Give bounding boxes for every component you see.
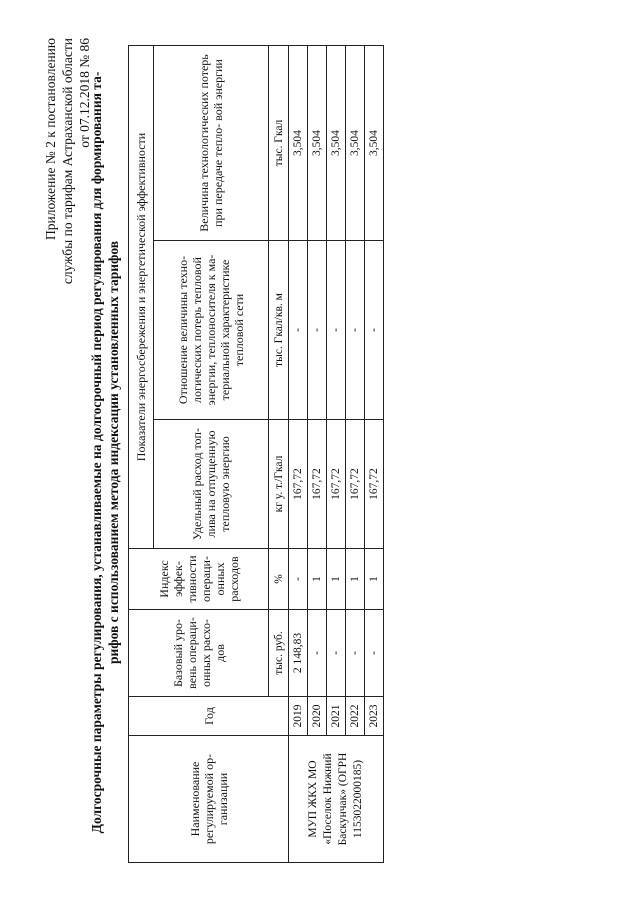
cell-year: 2022 (346, 697, 365, 736)
cell-efficiency-index: 1 (308, 549, 327, 610)
cell-technological-losses: 3,504 (289, 46, 308, 241)
table-row (289, 46, 308, 863)
cell-loss-ratio: - (327, 241, 346, 420)
appendix-header (42, 38, 93, 418)
table-header-row-1 (129, 46, 154, 863)
parameters-table (128, 45, 384, 863)
cell-efficiency-index: 1 (346, 549, 365, 610)
header-technological-losses: Величина технологических потерь при передаче тепло- вой энергии (154, 46, 269, 241)
appendix-line-2: службы по тарифам Астраханской области (60, 38, 75, 285)
cell-base-level: 2 148,83 (289, 610, 308, 697)
unit-technological-losses: тыс. Гкал (269, 46, 289, 241)
cell-year: 2021 (327, 697, 346, 736)
header-year: Год (129, 697, 289, 736)
cell-fuel-consumption: 167,72 (327, 420, 346, 549)
unit-efficiency-index: % (269, 549, 289, 610)
cell-fuel-consumption: 167,72 (346, 420, 365, 549)
cell-efficiency-index: - (289, 549, 308, 610)
cell-loss-ratio: - (346, 241, 365, 420)
cell-fuel-consumption: 167,72 (289, 420, 308, 549)
header-base-level: Базовый уро- вень операци- онных расхо- дов (129, 610, 269, 697)
organization-name: МУП ЖКХ МО «Поселок Нижний Баскунчак» (ОГРН 1153022000185) (289, 736, 384, 863)
header-loss-ratio: Отношение величины техно- логических потерь тепловой энергии, теплоносителя к ма- териальной характеристике тепловой сети (154, 241, 269, 420)
appendix-line-1: Приложение № 2 к постановлению (43, 38, 58, 240)
cell-technological-losses: 3,504 (346, 46, 365, 241)
header-energy-indicators: Показатели энергосбережения и энергетической эффективности (129, 46, 154, 549)
cell-efficiency-index: 1 (365, 549, 384, 610)
cell-base-level: - (327, 610, 346, 697)
appendix-line-3: от 07.12.2018 № 86 (77, 38, 92, 148)
cell-loss-ratio: - (289, 241, 308, 420)
title-line-1: Долгосрочные параметры регулирования, устанавливаемые на долгосрочный период регулирования для формирования та- (89, 71, 104, 834)
header-organization: Наименование регулируемой ор- ганизации (129, 736, 289, 863)
header-efficiency-index: Индекс эффек- тивности операци- онных расходов (129, 549, 269, 610)
cell-technological-losses: 3,504 (365, 46, 384, 241)
cell-year: 2019 (289, 697, 308, 736)
document-title (88, 60, 122, 845)
cell-technological-losses: 3,504 (308, 46, 327, 241)
cell-fuel-consumption: 167,72 (365, 420, 384, 549)
cell-year: 2023 (365, 697, 384, 736)
unit-base-level: тыс. руб. (269, 610, 289, 697)
unit-fuel-consumption: кг у. т./Гкал (269, 420, 289, 549)
title-line-2: рифов с использованием метода индексации установленных тарифов (106, 240, 121, 665)
unit-loss-ratio: тыс. Гкал/кв. м (269, 241, 289, 420)
cell-base-level: - (365, 610, 384, 697)
cell-year: 2020 (308, 697, 327, 736)
header-fuel-consumption: Удельный расход топ- лива на отпущенную тепловую энергию (154, 420, 269, 549)
cell-base-level: - (308, 610, 327, 697)
cell-fuel-consumption: 167,72 (308, 420, 327, 549)
cell-loss-ratio: - (308, 241, 327, 420)
cell-technological-losses: 3,504 (327, 46, 346, 241)
cell-loss-ratio: - (365, 241, 384, 420)
cell-base-level: - (346, 610, 365, 697)
cell-efficiency-index: 1 (327, 549, 346, 610)
